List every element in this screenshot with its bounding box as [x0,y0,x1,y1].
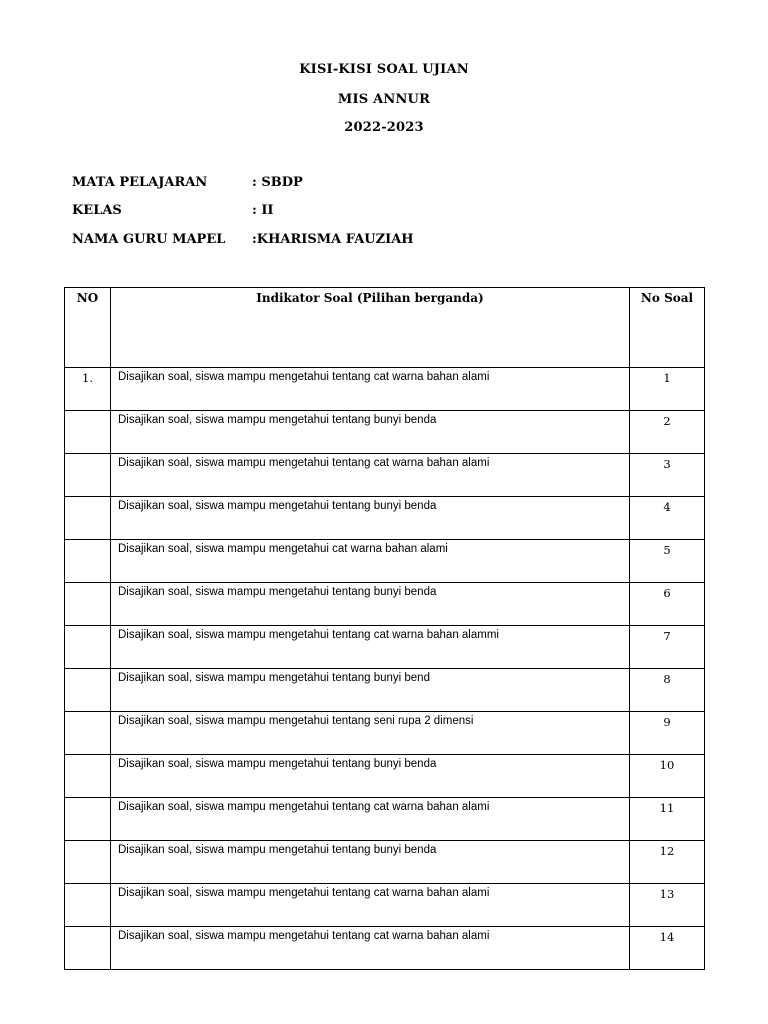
question-number-cell: 12 [630,841,705,884]
indicator-cell: Disajikan soal, siswa mampu mengetahui tentang seni rupa 2 dimensi [111,712,630,755]
row-number-cell [65,712,111,755]
question-number-cell: 13 [630,884,705,927]
row-number-cell [65,411,111,454]
row-number-cell [65,626,111,669]
row-number-cell [65,841,111,884]
row-number-cell [65,540,111,583]
header-no: NO [65,288,111,368]
row-number-cell [65,669,111,712]
teacher-value: :KHARISMA FAUZIAH [252,232,414,247]
indicator-cell: Disajikan soal, siswa mampu mengetahui tentang bunyi benda [111,755,630,798]
row-number-cell [65,583,111,626]
indicator-cell: Disajikan soal, siswa mampu mengetahui tentang cat warna bahan alami [111,454,630,497]
indicator-cell: Disajikan soal, siswa mampu mengetahui cat warna bahan alami [111,540,630,583]
table-row [65,368,705,411]
table-row [65,798,705,841]
row-number-cell [65,497,111,540]
indicator-cell: Disajikan soal, siswa mampu mengetahui tentang bunyi benda [111,497,630,540]
table-row [65,583,705,626]
question-grid-table [64,287,705,970]
row-number-cell [65,884,111,927]
indicator-cell: Disajikan soal, siswa mampu mengetahui tentang bunyi bend [111,669,630,712]
question-number-cell: 2 [630,411,705,454]
table-row [65,841,705,884]
teacher-label: NAMA GURU MAPEL [72,232,226,247]
subject-label: MATA PELAJARAN [72,175,208,190]
table-row [65,712,705,755]
row-number-cell [65,755,111,798]
indicator-cell: Disajikan soal, siswa mampu mengetahui tentang cat warna bahan alami [111,368,630,411]
table-row [65,540,705,583]
row-number-cell: 1. [65,368,111,411]
class-value: : II [252,203,274,218]
table-row [65,497,705,540]
indicator-cell: Disajikan soal, siswa mampu mengetahui tentang bunyi benda [111,583,630,626]
table-row [65,411,705,454]
indicator-cell: Disajikan soal, siswa mampu mengetahui tentang cat warna bahan alammi [111,626,630,669]
header-question-number: No Soal [630,288,705,368]
question-number-cell: 7 [630,626,705,669]
row-number-cell [65,927,111,970]
table-row [65,669,705,712]
table-header-row [65,288,705,368]
school-year: 2022-2023 [344,120,424,135]
table-row [65,884,705,927]
question-number-cell: 6 [630,583,705,626]
table-row [65,626,705,669]
class-label: KELAS [72,203,122,218]
question-number-cell: 10 [630,755,705,798]
row-number-cell [65,454,111,497]
row-number-cell [65,798,111,841]
school-name: MIS ANNUR [337,92,431,107]
subject-value: : SBDP [252,175,303,190]
indicator-cell: Disajikan soal, siswa mampu mengetahui tentang bunyi benda [111,411,630,454]
question-number-cell: 8 [630,669,705,712]
indicator-cell: Disajikan soal, siswa mampu mengetahui tentang cat warna bahan alami [111,927,630,970]
indicator-cell: Disajikan soal, siswa mampu mengetahui tentang cat warna bahan alami [111,798,630,841]
indicator-cell: Disajikan soal, siswa mampu mengetahui tentang cat warna bahan alami [111,884,630,927]
question-number-cell: 5 [630,540,705,583]
question-number-cell: 14 [630,927,705,970]
table-row [65,755,705,798]
question-number-cell: 4 [630,497,705,540]
table-body [65,368,705,970]
table-row [65,454,705,497]
document-title: KISI-KISI SOAL UJIAN [299,62,469,77]
header-indicator: Indikator Soal (Pilihan berganda) [111,288,630,368]
question-number-cell: 9 [630,712,705,755]
question-number-cell: 11 [630,798,705,841]
question-number-cell: 1 [630,368,705,411]
question-number-cell: 3 [630,454,705,497]
table-row [65,927,705,970]
indicator-cell: Disajikan soal, siswa mampu mengetahui tentang bunyi benda [111,841,630,884]
